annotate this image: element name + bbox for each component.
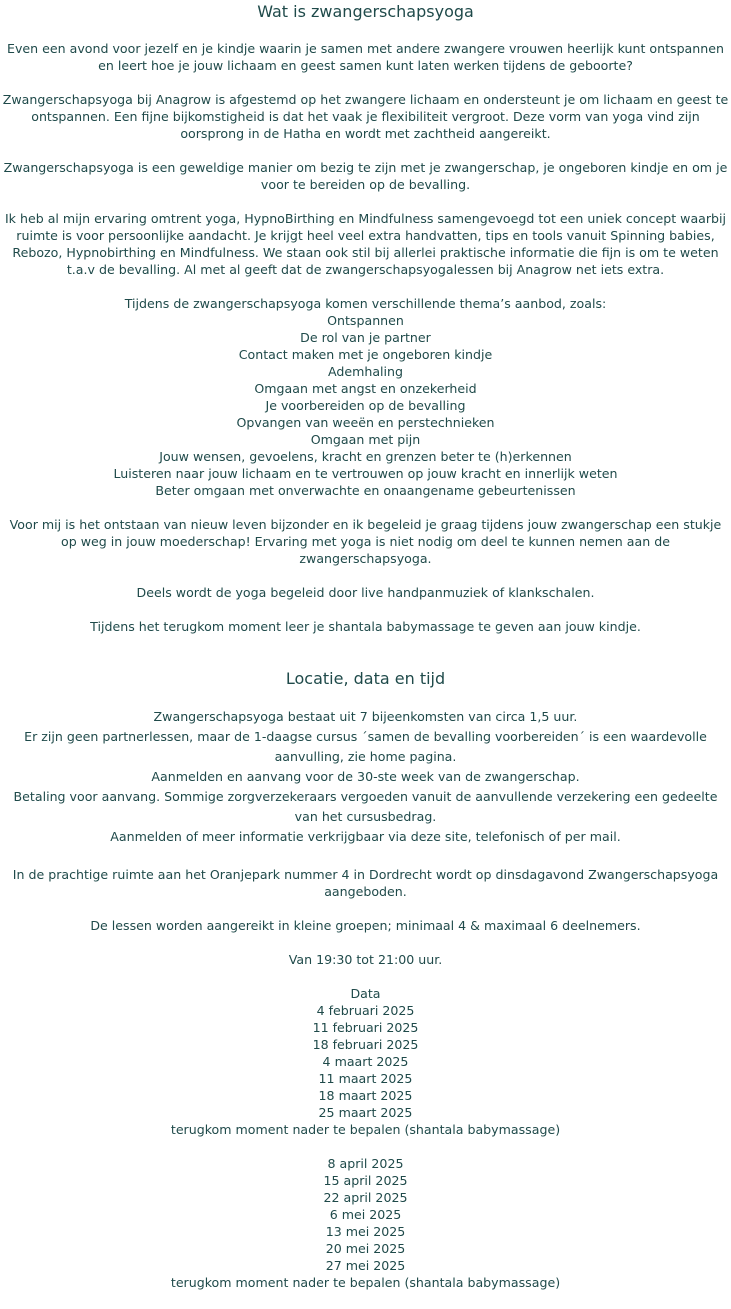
paragraph: Zwangerschapsyoga is een geweldige manier om bezig te zijn met je zwangerschap, je ongeboren kindje en om je voor te bereiden op de bevalling. bbox=[3, 160, 728, 192]
date-item: 8 april 2025 bbox=[327, 1156, 404, 1171]
themes-intro: Tijdens de zwangerschapsyoga komen verschillende thema’s aanbod, zoals: bbox=[124, 296, 607, 311]
themes-list bbox=[2, 312, 729, 499]
intro-section bbox=[0, 40, 731, 635]
date-item: terugkom moment nader te bepalen (shantala babymassage) bbox=[170, 1275, 561, 1290]
paragraph: Voor mij is het ontstaan van nieuw leven bijzonder en ik begeleid je graag tijdens jouw zwangerschap een stukje op weg in jouw moederschap! Ervaring met yoga is niet nodig om deel te kunnen nemen aan de zwangerschapsyoga. bbox=[9, 517, 722, 566]
date-item: 11 februari 2025 bbox=[312, 1020, 419, 1035]
date-item: 13 mei 2025 bbox=[325, 1224, 406, 1239]
date-item: 20 mei 2025 bbox=[325, 1241, 406, 1256]
date-item: 4 februari 2025 bbox=[316, 1003, 415, 1018]
theme-item: Opvangen van weeën en perstechnieken bbox=[236, 415, 495, 430]
date-item: 18 februari 2025 bbox=[312, 1037, 419, 1052]
info-line: Zwangerschapsyoga bestaat uit 7 bijeenkomsten van circa 1,5 uur. bbox=[153, 709, 578, 724]
date-item: 4 maart 2025 bbox=[322, 1054, 409, 1069]
date-item: 15 april 2025 bbox=[323, 1173, 408, 1188]
groups-text: De lessen worden aangereikt in kleine groepen; minimaal 4 & maximaal 6 deelnemers. bbox=[90, 918, 641, 933]
date-item: 11 maart 2025 bbox=[318, 1071, 413, 1086]
paragraph: Even een avond voor jezelf en je kindje waarin je samen met andere zwangere vrouwen heerlijk kunt ontspannen en leert hoe je jouw lichaam en geest samen kunt laten werken tijdens de geboorte? bbox=[7, 41, 724, 73]
location-text: In de prachtige ruimte aan het Oranjepark nummer 4 in Dordrecht wordt op dinsdagavond Zwangerschapsyoga aangeboden. bbox=[12, 867, 719, 899]
paragraph: Ik heb al mijn ervaring omtrent yoga, HypnoBirthing en Mindfulness samengevoegd tot een uniek concept waarbij ruimte is voor persoonlijke aandacht. Je krijgt heel veel extra handvatten, tips en tools vanuit Spinning babies, Rebozo, Hypnobirthing en Mindfulness. We staan ook stil bij allerlei praktische informatie die fijn is om te weten t.a.v de bevalling. Al met al geeft dat de zwangerschapsyogalessen bij Anagrow net iets extra. bbox=[4, 211, 727, 277]
date-item: 25 maart 2025 bbox=[318, 1105, 413, 1120]
theme-item: Ontspannen bbox=[327, 313, 404, 328]
date-item: 22 april 2025 bbox=[323, 1190, 408, 1205]
theme-item: Contact maken met je ongeboren kindje bbox=[238, 347, 493, 362]
paragraph: Zwangerschapsyoga bij Anagrow is afgestemd op het zwangere lichaam en ondersteunt je om lichaam en geest te ontspannen. Een fijne bijkomstigheid is dat het vaak je flexibiliteit vergroot. Deze vorm van yoga vind zijn oorsprong in de Hatha en wordt met zachtheid aangereikt. bbox=[2, 92, 729, 141]
theme-item: Omgaan met pijn bbox=[310, 432, 421, 447]
section-heading-wat-is: Wat is zwangerschapsyoga bbox=[257, 2, 474, 21]
section-heading-locatie: Locatie, data en tijd bbox=[285, 669, 446, 688]
date-item: 18 maart 2025 bbox=[318, 1088, 413, 1103]
time-text: Van 19:30 tot 21:00 uur. bbox=[288, 952, 443, 967]
info-line: Aanmelden of meer informatie verkrijgbaar via deze site, telefonisch of per mail. bbox=[110, 829, 621, 844]
date-item: 27 mei 2025 bbox=[325, 1258, 406, 1273]
dates-list-2 bbox=[8, 1155, 723, 1291]
theme-item: Je voorbereiden op de bevalling bbox=[265, 398, 466, 413]
paragraph: Deels wordt de yoga begeleid door live handpanmuziek of klankschalen. bbox=[136, 585, 595, 600]
paragraph: Tijdens het terugkom moment leer je shantala babymassage te geven aan jouw kindje. bbox=[90, 619, 641, 634]
theme-item: De rol van je partner bbox=[300, 330, 431, 345]
theme-item: Omgaan met angst en onzekerheid bbox=[254, 381, 477, 396]
date-item: 6 mei 2025 bbox=[329, 1207, 402, 1222]
theme-item: Luisteren naar jouw lichaam en te vertrouwen op jouw kracht en innerlijk weten bbox=[113, 466, 618, 481]
info-line: Aanmelden en aanvang voor de 30-ste week van de zwangerschap. bbox=[151, 769, 580, 784]
theme-item: Beter omgaan met onverwachte en onaangename gebeurtenissen bbox=[155, 483, 576, 498]
info-section bbox=[0, 707, 731, 847]
theme-item: Jouw wensen, gevoelens, kracht en grenzen beter te (h)erkennen bbox=[159, 449, 572, 464]
dates-label: Data bbox=[350, 986, 381, 1001]
info-line: Betaling voor aanvang. Sommige zorgverzekeraars vergoeden vanuit de aanvullende verzekering een gedeelte van het cursusbedrag. bbox=[13, 789, 718, 824]
theme-item: Ademhaling bbox=[327, 364, 404, 379]
dates-list-1 bbox=[8, 1002, 723, 1138]
details-section bbox=[0, 866, 731, 1291]
date-item: terugkom moment nader te bepalen (shantala babymassage) bbox=[170, 1122, 561, 1137]
info-line: Er zijn geen partnerlessen, maar de 1-daagse cursus ´samen de bevalling voorbereiden´ is een waardevolle aanvulling, zie home pagina. bbox=[24, 729, 707, 764]
